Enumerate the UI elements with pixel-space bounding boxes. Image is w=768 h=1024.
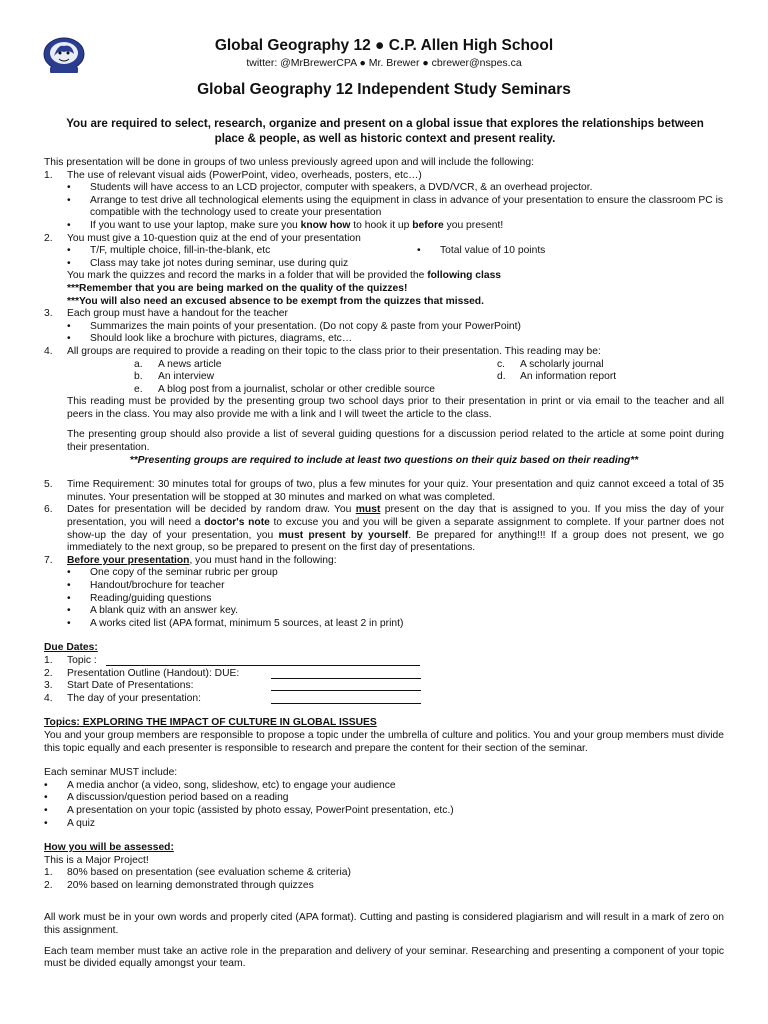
option-letter: e. (134, 383, 143, 395)
item-number: 2. (44, 232, 53, 244)
bullet: • Students will have access to an LCD projector, computer with speakers, a DVD/VCR, & an overhead projector. (44, 182, 724, 195)
bullet (44, 245, 724, 258)
item-text: Time Requirement: 30 minutes total for groups of two, plus a few minutes for your quiz. Your presentation and quiz cannot exceed a total of 35 minutes. Your presentation will be stopped at 30 minutes and marked on what was completed. (67, 479, 724, 503)
bullet: • A works cited list (APA format, minimum 5 sources, at least 2 in print) (44, 618, 724, 631)
reading-options-row (44, 359, 724, 372)
warning-line: ***You will also need an excused absence to be exempt from the quizzes that missed. (67, 295, 484, 307)
list-item-7 (44, 555, 724, 568)
outline-due-blank[interactable] (271, 668, 421, 679)
page-title: Global Geography 12 ● C.P. Allen High School (214, 37, 554, 54)
due-label: The day of your presentation: (67, 692, 201, 704)
item-number: 4. (44, 345, 53, 357)
option-text: A news article (158, 358, 222, 370)
emphasis-note: **Presenting groups are required to include at least two questions on their quiz based on their reading** (129, 454, 639, 466)
item-text: All groups are required to provide a reading on their topic to the class prior to their presentation. This reading may be: (67, 345, 601, 357)
bullet: • Handout/brochure for teacher (44, 580, 724, 593)
due-row (44, 655, 724, 668)
paragraph: You and your group members are responsible to propose a topic under the umbrella of culture and politics. You and your group members must divide this topic equally and each presenter is responsible to research and prepare the content for their section of the seminar. (44, 729, 724, 754)
text-run: before (412, 219, 444, 231)
bullet: • A blank quiz with an answer key. (44, 605, 724, 618)
item-number: 2. (44, 667, 53, 679)
option-letter: d. (497, 371, 506, 383)
due-label: Start Date of Presentations: (67, 680, 194, 692)
due-label: Presentation Outline (Handout): DUE: (67, 667, 240, 679)
presentation-day-blank[interactable] (271, 693, 421, 704)
text-run: must present by yourself (278, 529, 409, 541)
item-text: You must give a 10-question quiz at the end of your presentation (67, 232, 361, 244)
bullet: • A discussion/question period based on a reading (44, 792, 724, 805)
bullet: • A media anchor (a video, song, slideshow, etc) to engage your audience (44, 780, 724, 793)
text-run: doctor's note (204, 517, 270, 529)
due-label: Topic : (67, 654, 97, 666)
document-subtitle: Global Geography 12 Independent Study Seminars (197, 81, 571, 98)
topic-blank[interactable] (106, 655, 420, 666)
text-run: to excuse you and you will be given a separate assignment to complete. If your partner does not show-up the day of your presentation, you (67, 517, 725, 541)
text-run: T/F, multiple choice, fill-in-the-blank, etc (90, 245, 271, 257)
list-item-3 (44, 308, 724, 321)
bullet: • Reading/guiding questions (44, 593, 724, 606)
bullet-right: • (417, 245, 421, 257)
item-number: 7. (44, 554, 53, 566)
bullet: • One copy of the seminar rubric per group (44, 567, 724, 580)
warning-line: ***Remember that you are being marked on the quality of the quizzes! (67, 282, 408, 294)
item-number: 1. (44, 867, 53, 879)
bullet: • Summarizes the main points of your presentation. (Do not copy & paste from your PowerPoint) (44, 321, 724, 334)
assess-text: 20% based on learning demonstrated through quizzes (67, 879, 314, 891)
bullet: • Arrange to test drive all technological elements using the equipment in class in advance of your presentation to ensure the classroom PC is compatible with the technology used to create your presentation (44, 195, 724, 220)
start-date-blank[interactable] (271, 680, 421, 691)
reading-options-row (44, 384, 724, 397)
list-item-6 (44, 504, 724, 554)
item-number: 3. (44, 680, 53, 692)
item-number: 1. (44, 169, 53, 181)
item-number: 4. (44, 692, 53, 704)
option-text: A blog post from a journalist, scholar or other credible source (158, 383, 436, 395)
text-run: , you must hand in the following: (189, 554, 337, 566)
item-number: 6. (44, 504, 53, 516)
item-number: 3. (44, 308, 53, 320)
item-number: 1. (44, 654, 53, 666)
option-text: An interview (158, 371, 215, 383)
text-run: present on the day that is assigned to you. If you miss the day of your presentation, you will need a (67, 504, 725, 529)
bullet: • Should look like a brochure with pictures, diagrams, etc… (44, 333, 724, 346)
intro-statement: You are required to select, research, organize and present on a global issue that explores the relationships between place & people, as well as historic context and present reality. (66, 117, 704, 145)
contact-line: twitter: @MrBrewerCPA ● Mr. Brewer ● cbrewer@nspes.ca (246, 57, 522, 69)
text-run: . Be prepared for anything!!! If a group does not present, we go immediately to the next group, so be prepared to present on the first day of presentations. (67, 529, 724, 554)
team-notice: Each team member must take an active role in the preparation and delivery of your seminar. Researching and presenting a component of your topic must be divided equally amongst your team. (44, 945, 724, 970)
plagiarism-notice: All work must be in your own words and properly cited (APA format). Cutting and pasting is considered plagiarism and will result in a mark of zero on this assignment. (44, 912, 724, 937)
list-item-2 (44, 233, 724, 246)
bullet: • A quiz (44, 818, 724, 831)
paragraph: This is a Major Project! (44, 854, 149, 866)
text-run: know how (300, 219, 351, 231)
list-item-1 (44, 170, 724, 183)
text-run: You mark the quizzes and record the marks in a folder that will be provided the (67, 270, 428, 282)
topics-heading: Topics: EXPLORING THE IMPACT OF CULTURE IN GLOBAL ISSUES (44, 717, 377, 729)
assess-row (44, 880, 724, 893)
due-row (44, 693, 724, 706)
list-item-5 (44, 479, 724, 504)
paragraph: This reading must be provided by the presenting group two school days prior to their presentation in print or via email to the teacher and all peers in the class. You may also provide me with a link and I will tweet the article to the class. (67, 396, 724, 420)
text-run: you present! (443, 219, 504, 231)
option-letter: c. (497, 358, 506, 370)
list-item-4 (44, 346, 724, 359)
item-number: 2. (44, 879, 53, 891)
option-text: An information report (520, 371, 617, 383)
bullet (44, 220, 724, 233)
paragraph: The presenting group should also provide a list of several guiding questions for a discussion period related to the article at some point during their presentation. (67, 429, 724, 454)
assess-text: 80% based on presentation (see evaluation scheme & criteria) (67, 867, 351, 879)
text-run: following class (427, 270, 502, 282)
assess-row (44, 867, 724, 880)
due-row (44, 680, 724, 693)
bullet: • A presentation on your topic (assisted by photo essay, PowerPoint presentation, etc.) (44, 805, 724, 818)
option-letter: a. (134, 358, 143, 370)
item-text: The use of relevant visual aids (PowerPoint, video, overheads, posters, etc…) (67, 169, 422, 181)
reading-options-row (44, 371, 724, 384)
option-letter: b. (134, 371, 143, 383)
document-body (44, 157, 724, 971)
paragraph (44, 270, 724, 283)
option-text: A scholarly journal (520, 358, 604, 370)
text-run: Dates for presentation will be decided by random draw. You (67, 504, 356, 516)
text-run: to hook it up (350, 219, 413, 231)
text-run: If you want to use your laptop, make sure you (90, 219, 301, 231)
text-run: Before your presentation (67, 554, 190, 566)
assessment-heading: How you will be assessed: (44, 842, 174, 854)
item-number: 5. (44, 479, 53, 491)
due-dates-heading: Due Dates: (44, 642, 98, 654)
lead-text: This presentation will be done in groups of two unless previously agreed upon and will include the following: (44, 157, 534, 168)
paragraph: Each seminar MUST include: (44, 767, 178, 779)
due-row (44, 668, 724, 681)
text-run: Total value of 10 points (440, 245, 546, 257)
bullet: • Class may take jot notes during seminar, use during quiz (44, 258, 724, 271)
item-text: Each group must have a handout for the teacher (67, 308, 288, 320)
text-run: must (355, 504, 381, 516)
